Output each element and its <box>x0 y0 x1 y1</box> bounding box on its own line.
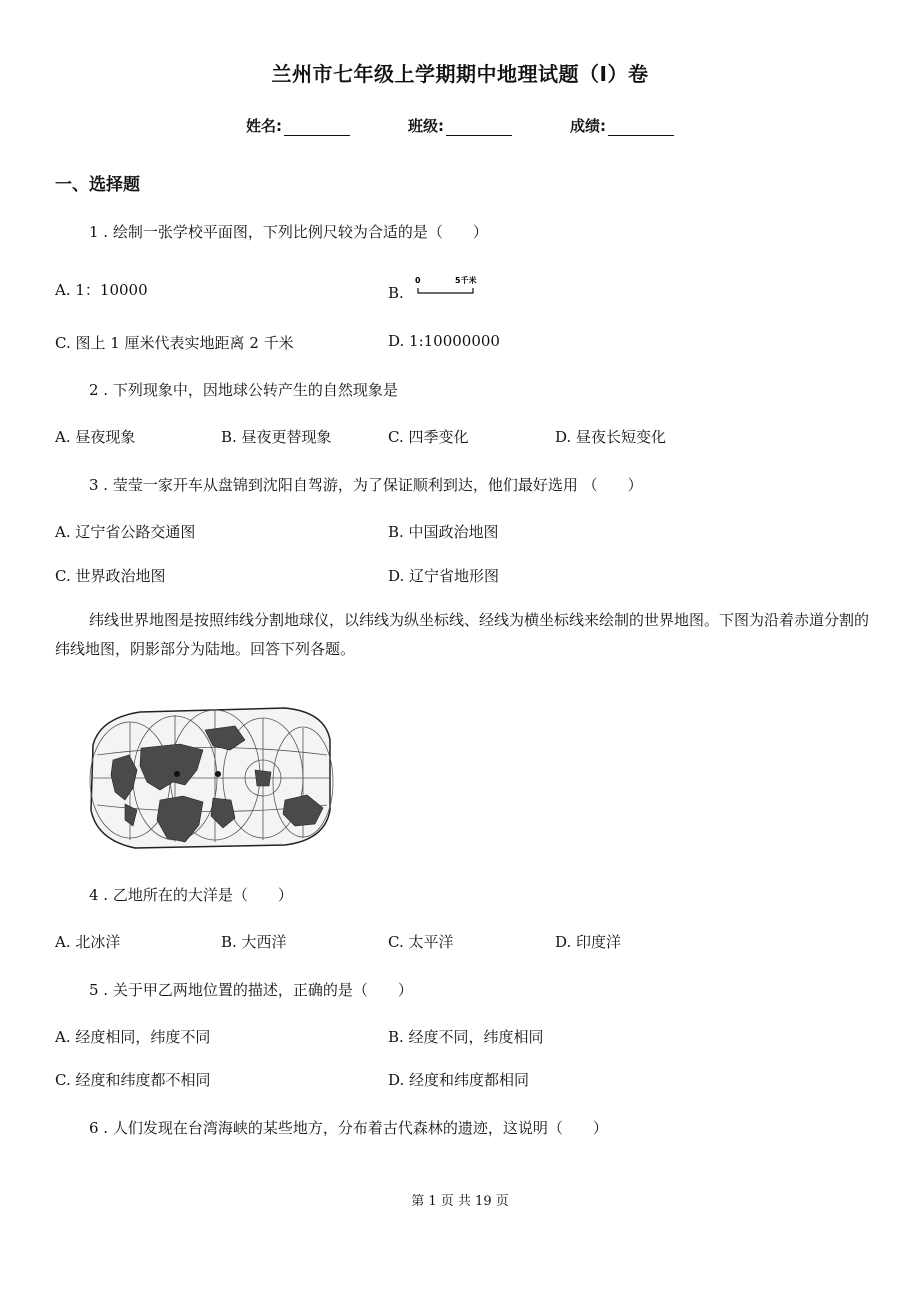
q3-option-a[interactable]: A. 辽宁省公路交通图 <box>55 523 196 541</box>
score-blank[interactable] <box>608 121 674 136</box>
q4-option-b[interactable]: B. 大西洋 <box>221 933 287 951</box>
passage-text: 纬线世界地图是按照纬线分割地球仪，以纬线为纵坐标线、经线为横坐标线来绘制的世界地图。下图为沿着赤道分割的纬线地图，阴影部分为陆地。回答下列各题。 <box>55 611 870 658</box>
q2-option-c[interactable]: C. 四季变化 <box>388 428 469 446</box>
score-field[interactable] <box>570 115 674 136</box>
q4-option-a[interactable]: A. 北冰洋 <box>55 933 121 951</box>
latitude-world-map <box>85 700 335 850</box>
q1-option-d[interactable]: D. 1:10000000 <box>388 332 500 350</box>
q3-option-b[interactable]: B. 中国政治地图 <box>388 523 499 541</box>
q1-option-b[interactable]: B. <box>388 284 404 302</box>
scale-bar-line <box>418 288 473 293</box>
q5-option-a[interactable]: A. 经度相同，纬度不同 <box>55 1028 211 1046</box>
q5-option-b[interactable]: B. 经度不同，纬度相同 <box>388 1028 544 1046</box>
q2-option-d[interactable]: D. 昼夜长短变化 <box>555 428 667 446</box>
question-3-stem: 3 . 莹莹一家开车从盘锦到沈阳自驾游，为了保证顺利到达，他们最好选用 （ ） <box>89 476 643 494</box>
q4-option-c[interactable]: C. 太平洋 <box>388 933 454 951</box>
class-label: 班级: <box>408 117 444 135</box>
q2-option-a[interactable]: A. 昼夜现象 <box>55 428 136 446</box>
question-5-stem: 5 . 关于甲乙两地位置的描述，正确的是（ ） <box>89 981 413 999</box>
q5-option-d[interactable]: D. 经度和纬度都相同 <box>388 1071 530 1089</box>
name-label: 姓名: <box>246 117 282 135</box>
q2-option-b[interactable]: B. 昼夜更替现象 <box>221 428 332 446</box>
page-footer: 第 1 页 共 19 页 <box>411 1194 509 1209</box>
question-4-stem: 4 . 乙地所在的大洋是（ ） <box>89 886 293 904</box>
scale-end-label: 5千米 <box>455 276 477 285</box>
q1-option-a[interactable]: A. 1：10000 <box>55 281 148 299</box>
scale-bar-graphic <box>415 275 495 295</box>
q4-option-d[interactable]: D. 印度洋 <box>555 933 622 951</box>
class-field[interactable] <box>408 115 512 136</box>
class-blank[interactable] <box>446 121 512 136</box>
page-title: 兰州市七年级上学期期中地理试题（I）卷 <box>271 62 649 86</box>
scale-zero-label: 0 <box>415 276 421 285</box>
question-2-stem: 2 . 下列现象中，因地球公转产生的自然现象是 <box>89 381 398 399</box>
question-1-stem: 1 . 绘制一张学校平面图，下列比例尺较为合适的是（ ） <box>89 223 488 241</box>
name-field[interactable] <box>246 115 350 136</box>
student-info-row <box>0 115 920 136</box>
name-blank[interactable] <box>284 121 350 136</box>
question-6-stem: 6 . 人们发现在台湾海峡的某些地方，分布着古代森林的遗迹，这说明（ ） <box>89 1119 608 1137</box>
point-jia <box>174 771 180 777</box>
q1-option-c[interactable]: C. 图上 1 厘米代表实地距离 2 千米 <box>55 334 294 352</box>
point-yi <box>215 771 221 777</box>
score-label: 成绩: <box>570 117 606 135</box>
q5-option-c[interactable]: C. 经度和纬度都不相同 <box>55 1071 211 1089</box>
q3-option-d[interactable]: D. 辽宁省地形图 <box>388 567 500 585</box>
section-heading: 一、选择题 <box>55 175 140 195</box>
q3-option-c[interactable]: C. 世界政治地图 <box>55 567 166 585</box>
